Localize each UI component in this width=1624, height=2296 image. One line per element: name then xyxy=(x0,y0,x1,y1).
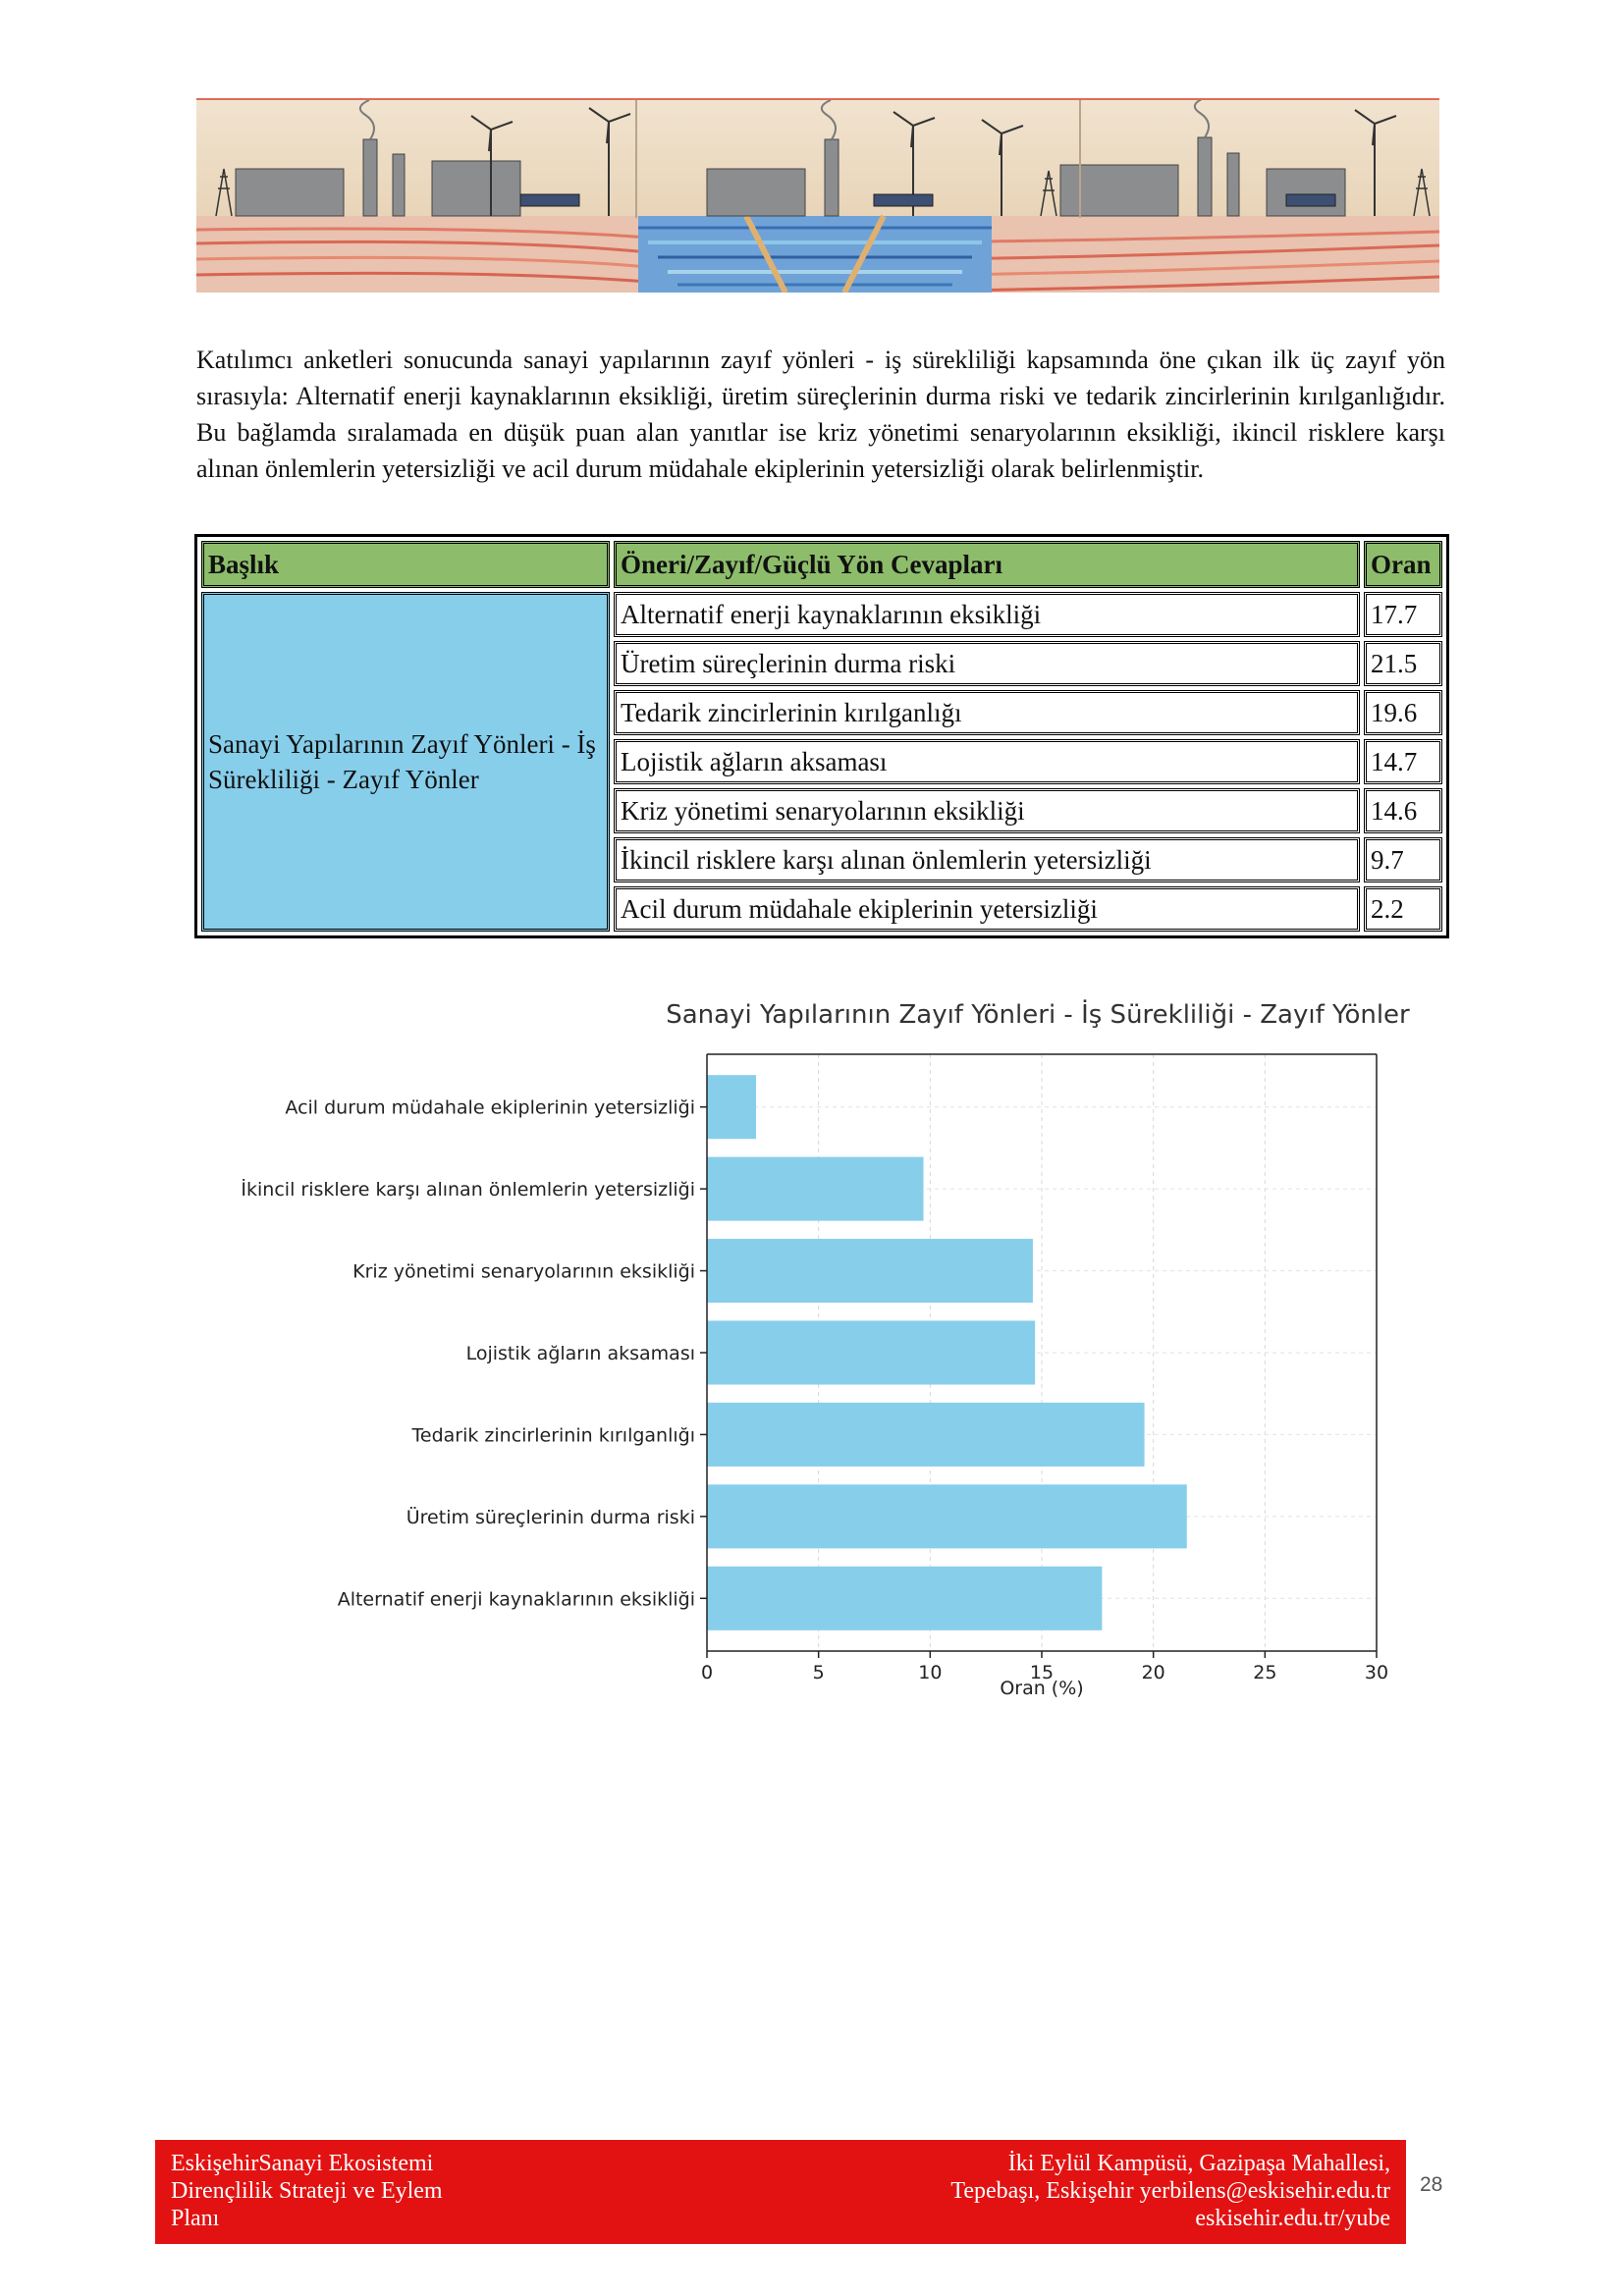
rate-cell: 17.7 xyxy=(1364,592,1442,637)
answer-cell: Acil durum müdahale ekiplerinin yetersizliği xyxy=(614,886,1360,932)
footer-right xyxy=(880,2150,1390,2232)
intro-paragraph: Katılımcı anketleri sonucunda sanayi yapılarının zayıf yönleri - iş sürekliliği kapsamında öne çıkan ilk üç zayıf yön sırasıyla: Alternatif enerji kaynaklarının eksikliği, üretim süreçlerinin durma riski ve tedarik zincirlerinin kırılganlığıdır. Bu bağlamda sıralamada en düşük puan alan yanıtlar ise kriz yönetimi senaryolarının eksikliği, ikincil risklere karşı alınan önlemlerin yetersizliği ve acil durum müdahale ekiplerinin yetersizliği olarak belirlenmiştir. xyxy=(196,346,1445,483)
footer-left xyxy=(171,2150,495,2232)
answer-cell: Lojistik ağların aksaması xyxy=(614,739,1360,784)
footer-right-line: İki Eylül Kampüsü, Gazipaşa Mahallesi, xyxy=(1007,2151,1390,2176)
header-title: Başlık xyxy=(201,541,610,588)
answer-cell: Tedarik zincirlerinin kırılganlığı xyxy=(614,690,1360,735)
chart-bars xyxy=(707,1075,1187,1630)
x-tick-label: 10 xyxy=(918,1662,943,1683)
x-tick-label: 0 xyxy=(700,1662,714,1683)
answer-cell: Kriz yönetimi senaryolarının eksikliği xyxy=(614,788,1360,833)
x-tick-label: 30 xyxy=(1364,1662,1389,1683)
bar xyxy=(707,1567,1102,1630)
answer-cell: İkincil risklere karşı alınan önlemlerin yetersizliği xyxy=(614,837,1360,882)
footer-left-line: Dirençlilik Strateji ve Eylem xyxy=(171,2178,443,2204)
bar xyxy=(707,1075,756,1139)
x-tick-label: 15 xyxy=(1029,1662,1055,1683)
rate-cell: 19.6 xyxy=(1364,690,1442,735)
table-header-row xyxy=(201,541,1442,588)
y-tick-label: Kriz yönetimi senaryolarının eksikliği xyxy=(352,1260,695,1283)
footer-left-line: EskişehirSanayi Ekosistemi xyxy=(171,2151,434,2176)
page-number: 28 xyxy=(1420,2173,1443,2196)
y-tick-label: Acil durum müdahale ekiplerinin yetersizliği xyxy=(285,1096,695,1119)
bar xyxy=(707,1239,1033,1303)
rate-cell: 14.6 xyxy=(1364,788,1442,833)
bar-chart xyxy=(196,991,1453,1698)
bar xyxy=(707,1320,1035,1384)
table-row xyxy=(201,592,1442,637)
page-footer xyxy=(155,2140,1406,2244)
chart-title: Sanayi Yapılarının Zayıf Yönleri - İş Sürekliliği - Zayıf Yönler xyxy=(666,1000,1410,1030)
x-tick-label: 20 xyxy=(1141,1662,1165,1683)
y-tick-label: Tedarik zincirlerinin kırılganlığı xyxy=(411,1424,695,1447)
category-cell: Sanayi Yapılarının Zayıf Yönleri - İş Sürekliliği - Zayıf Yönler xyxy=(201,592,610,932)
y-tick-label: Lojistik ağların aksaması xyxy=(465,1343,695,1364)
header-banner-image xyxy=(196,98,1439,293)
rate-cell: 2.2 xyxy=(1364,886,1442,932)
bar xyxy=(707,1157,924,1221)
bar xyxy=(707,1484,1187,1548)
y-tick-label: İkincil risklere karşı alınan önlemlerin yetersizliği xyxy=(241,1179,695,1201)
header-rate: Oran xyxy=(1364,541,1442,588)
footer-right-line: Tepebaşı, Eskişehir yerbilens@eskisehir.edu.tr xyxy=(950,2178,1390,2204)
rate-cell: 14.7 xyxy=(1364,739,1442,784)
answer-cell: Üretim süreçlerinin durma riski xyxy=(614,641,1360,686)
footer-left-line: Planı xyxy=(171,2206,220,2231)
x-tick-label: 5 xyxy=(812,1662,825,1683)
chart-x-axis-label: Oran (%) xyxy=(1000,1678,1084,1698)
header-answers: Öneri/Zayıf/Güçlü Yön Cevapları xyxy=(614,541,1360,588)
x-tick-label: 25 xyxy=(1253,1662,1277,1683)
y-tick-label: Üretim süreçlerinin durma riski xyxy=(406,1506,695,1528)
rate-cell: 9.7 xyxy=(1364,837,1442,882)
weaknesses-table xyxy=(194,534,1449,938)
rate-cell: 21.5 xyxy=(1364,641,1442,686)
answer-cell: Alternatif enerji kaynaklarının eksikliği xyxy=(614,592,1360,637)
footer-right-line: eskisehir.edu.tr/yube xyxy=(1195,2206,1390,2231)
bar xyxy=(707,1403,1145,1467)
y-tick-label: Alternatif enerji kaynaklarının eksikliği xyxy=(337,1588,695,1611)
